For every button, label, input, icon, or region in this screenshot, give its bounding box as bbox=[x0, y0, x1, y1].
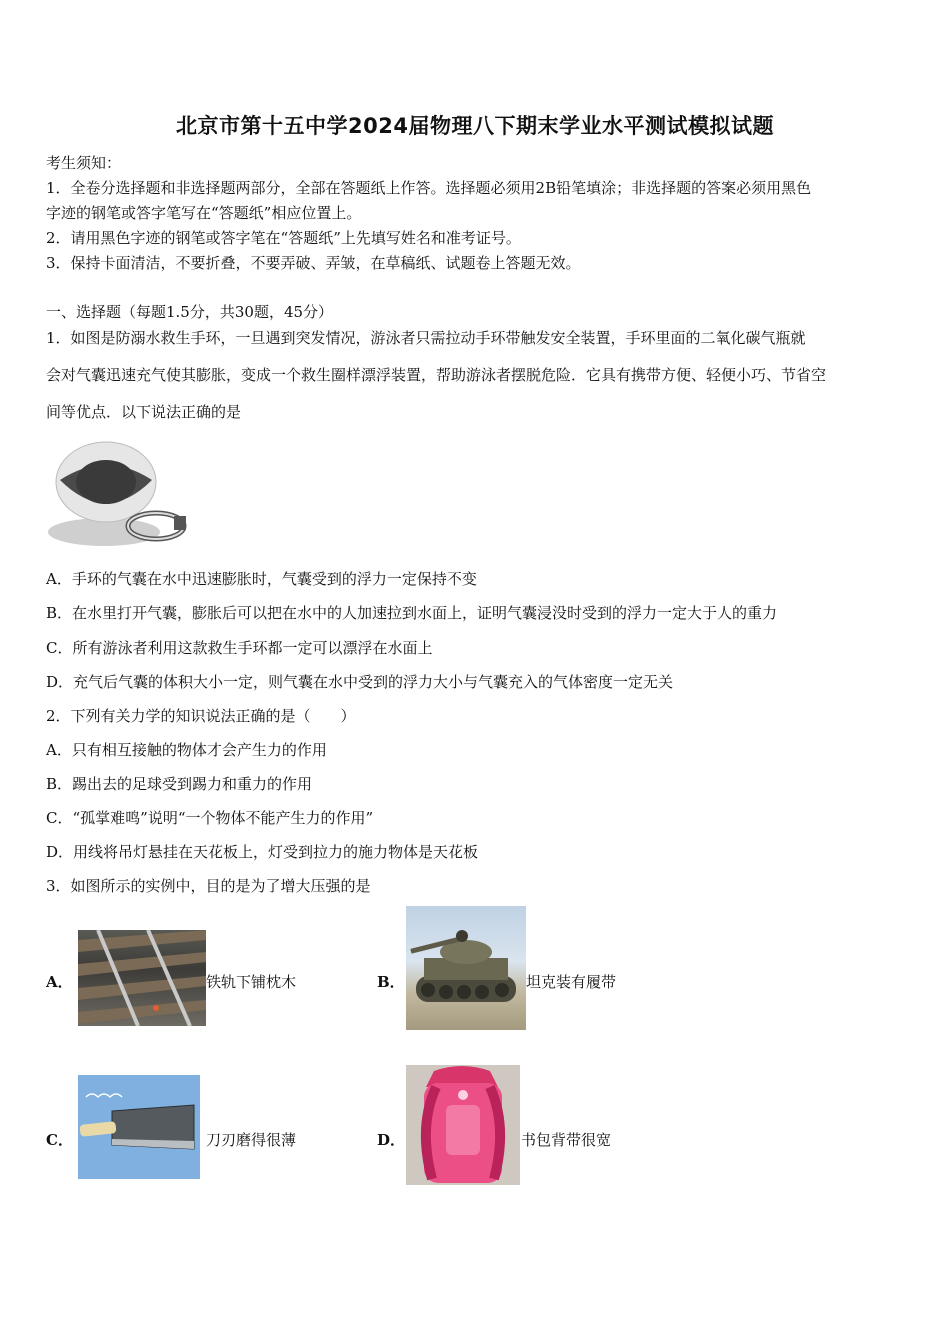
q3-option-c-text: 刀刃磨得很薄 bbox=[206, 1131, 297, 1149]
q1-option-b: B．在水里打开气囊，膨胀后可以把在水中的人加速拉到水面上，证明气囊浸没时受到的浮力一定大于人的重力 bbox=[46, 604, 778, 622]
q2-option-c: C．“孤掌难鸣”说明“一个物体不能产生力的作用” bbox=[46, 809, 374, 827]
q3-option-b-label: B． bbox=[377, 973, 405, 991]
page-title: 北京市第十五中学2024届物理八下期末学业水平测试模拟试题 bbox=[176, 114, 774, 138]
q2-option-d: D．用线将吊灯悬挂在天花板上，灯受到拉力的施力物体是天花板 bbox=[46, 843, 479, 861]
q1-option-a: A．手环的气囊在水中迅速膨胀时，气囊受到的浮力一定保持不变 bbox=[46, 570, 477, 588]
q1-stem-line: 会对气囊迅速充气使其膨胀，变成一个救生圈样漂浮装置，帮助游泳者摆脱危险．它具有携带方便、轻便小巧、节省空 bbox=[46, 366, 827, 384]
notice-item: 2．请用黑色字迹的钢笔或答字笔在“答题纸”上先填写姓名和准考证号。 bbox=[46, 229, 521, 247]
notice-item: 3．保持卡面清洁，不要折叠，不要弄破、弄皱，在草稿纸、试题卷上答题无效。 bbox=[46, 254, 581, 272]
notice-item: 字迹的钢笔或答字笔写在“答题纸”相应位置上。 bbox=[46, 204, 362, 222]
q1-option-c: C．所有游泳者利用这款救生手环都一定可以漂浮在水面上 bbox=[46, 639, 433, 657]
q1-stem-line: 1．如图是防溺水救生手环，一旦遇到突发情况，游泳者只需拉动手环带触发安全装置，手环里面的二氧化碳气瓶就 bbox=[46, 329, 806, 347]
railway-sleepers-image bbox=[78, 930, 206, 1026]
section-heading: 一、选择题（每题1.5分，共30题，45分） bbox=[46, 303, 334, 321]
q2-option-b: B．踢出去的足球受到踢力和重力的作用 bbox=[46, 775, 313, 793]
knife-image bbox=[78, 1075, 200, 1179]
q3-option-a-text: 铁轨下铺枕木 bbox=[206, 973, 297, 991]
notice-item: 1．全卷分选择题和非选择题两部分，全部在答题纸上作答。选择题必须用2B铅笔填涂；非选择题的答案必须用黑色 bbox=[46, 179, 812, 197]
q3-option-a-label: A． bbox=[46, 973, 73, 991]
q3-option-b-text: 坦克装有履带 bbox=[526, 973, 617, 991]
q1-option-d: D．充气后气囊的体积大小一定，则气囊在水中受到的浮力大小与气囊充入的气体密度一定无关 bbox=[46, 673, 674, 691]
q2-option-a: A．只有相互接触的物体才会产生力的作用 bbox=[46, 741, 327, 759]
notice-heading: 考生须知： bbox=[46, 154, 122, 172]
backpack-image bbox=[406, 1065, 520, 1185]
q2-stem: 2．下列有关力学的知识说法正确的是（ ） bbox=[46, 707, 356, 725]
q1-stem-line: 间等优点．以下说法正确的是 bbox=[46, 403, 242, 421]
lifebuoy-bracelet-image bbox=[46, 440, 191, 552]
q3-option-c-label: C． bbox=[46, 1131, 73, 1149]
tank-image bbox=[406, 906, 526, 1030]
q3-stem: 3．如图所示的实例中，目的是为了增大压强的是 bbox=[46, 877, 371, 895]
q3-option-d-text: 书包背带很宽 bbox=[521, 1131, 612, 1149]
q3-option-d-label: D． bbox=[377, 1131, 406, 1149]
